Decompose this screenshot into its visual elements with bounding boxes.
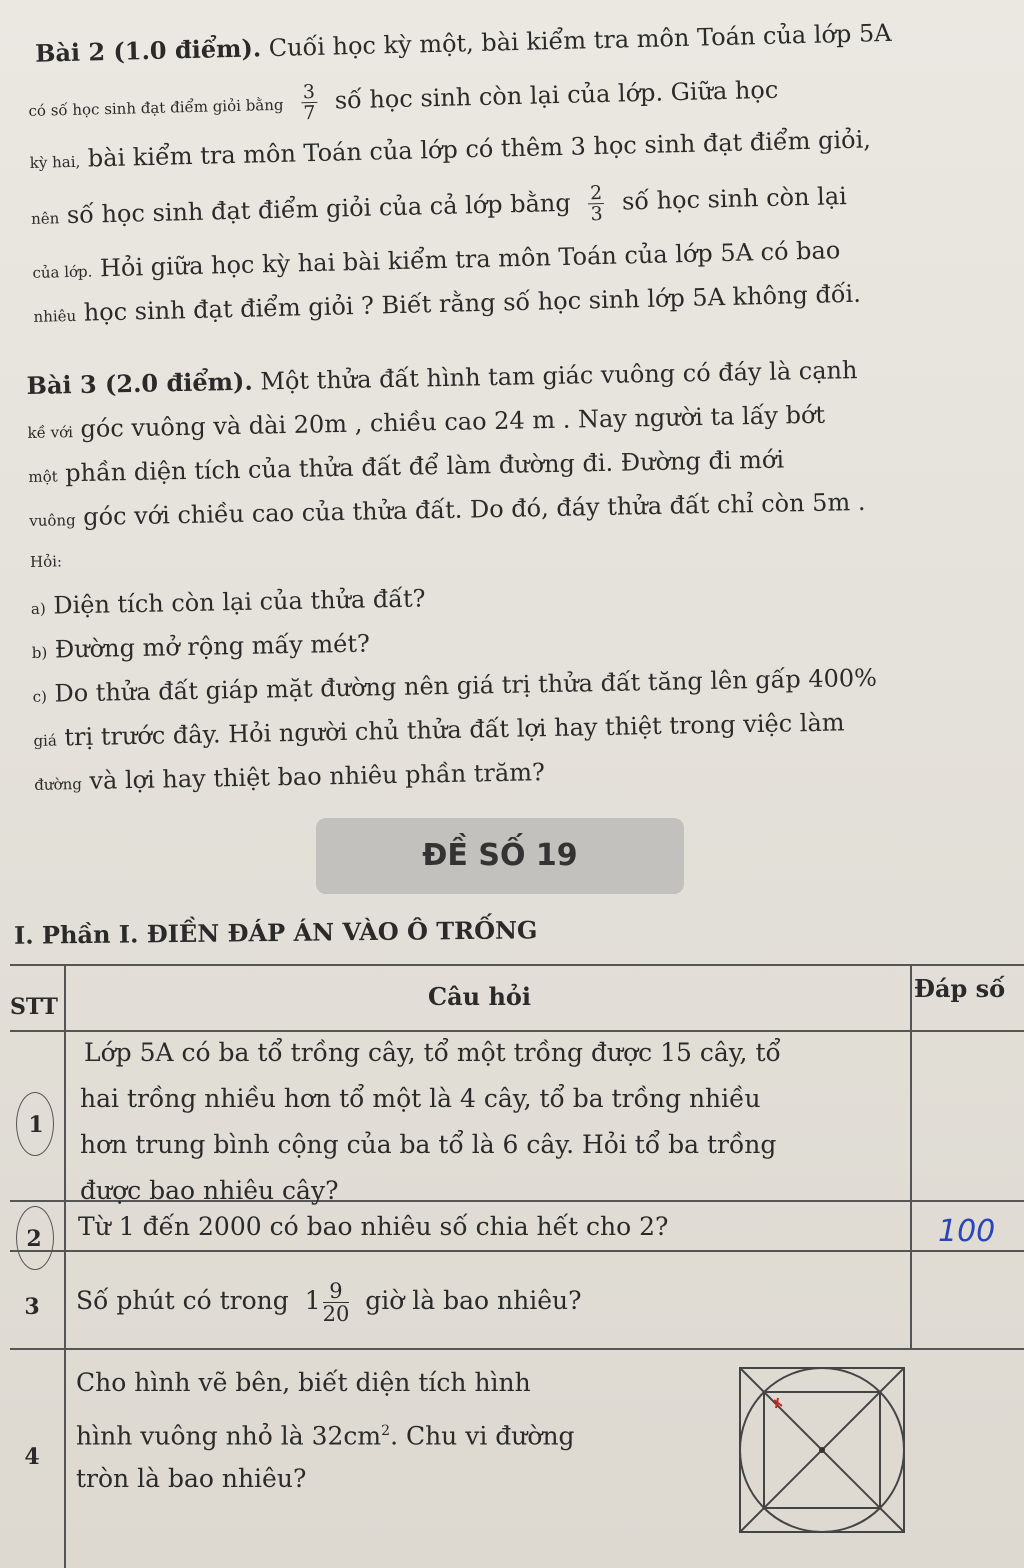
mixed-fraction: $\frac{9}{20}$ [322, 1279, 350, 1326]
exam-title: ĐỀ SỐ 19 [422, 838, 578, 873]
part-1-title: I. Phần I. ĐIỀN ĐÁP ÁN VÀO Ô TRỐNG [13, 915, 538, 950]
question-label: Hỏi: [29, 552, 63, 571]
question-b: Đường mở rộng mấy mét? [54, 629, 371, 664]
hand-circle-mark [16, 1092, 54, 1156]
exercise-3-heading: Bài 3 (2.0 điểm). [26, 366, 253, 400]
exercise-2-heading: Bài 2 (1.0 điểm). [34, 33, 262, 68]
row-number: 4 [24, 1444, 40, 1470]
row-number: 1 [28, 1112, 44, 1138]
header-stt: STT [10, 994, 58, 1020]
answer-table: STT Câu hỏi Đáp số 1 Lớp 5A có ba tổ trồng cây, tổ một trồng được 15 cây, tổ hai trồng nhiều hơn tổ một là 4 cây, tổ ba trồng nhiều hơn trung bình cộng của ba tổ là 6 cây. Hỏi tổ ba trồng được bao nhiêu cây? 2 Từ 1 đến 2000 có bao nhiêu số chia hết cho 2? 100 3 Số phút có trong 1 $\frac{9}{20}$ giờ là bao nhiêu? 4 Cho hình vẽ bên, biết diện tích hình hình vuông nhỏ là $32cm^2$. Chu vi đường tròn là bao nhiêu? [10, 958, 1024, 1568]
exercise-3: Bài 3 (2.0 điểm). Một thửa đất hình tam giác vuông có đáy là cạnh kề với góc vuông và dài 20m , chiều cao 24 m . Nay người ta lấy bớt một phần diện tích của thửa đất để làm đường đi. Đường đi mới vuông góc với chiều cao của thửa đất. Do đó, đáy thửa đất chỉ còn 5m . Hỏi: a) Diện tích còn lại của thửa đất? b) Đường mở rộng mấy mét? c) Do thửa đất giáp mặt đường nên giá trị thửa đất tăng lên gấp 400% giá trị trước đây. Hỏi người chủ thửa đất lợi hay thiệt trong việc làm đường và lợi hay thiệt bao nhiêu phần trăm? [26, 333, 1014, 804]
hand-circle-mark [16, 1206, 54, 1270]
row-number: 3 [24, 1294, 40, 1320]
handwritten-answer: 100 [938, 1214, 996, 1249]
fraction-2-3: $\frac{2}{3}$ [589, 181, 603, 226]
exercise-2: Bài 2 (1.0 điểm). Cuối học kỳ một, bài kiểm tra môn Toán của lớp 5A có số học sinh đạt điểm giỏi bằng $\frac{3}{7}$ số học sinh còn lại của lớp. Giữa học kỳ hai, bài kiểm tra môn Toán của lớp có thêm 3 học sinh đạt điểm giỏi, nên số học sinh đạt điểm giỏi của cả lớp bằng $\frac{2}{3}$ số học sinh còn lại của lớp. Hỏi giữa học kỳ hai bài kiểm tra môn Toán của lớp 5A có bao nhiêu học sinh đạt điểm giỏi ? Biết rằng số học sinh lớp 5A không đối. [28, 18, 892, 327]
fraction-3-7: $\frac{3}{7}$ [302, 80, 316, 125]
question-c: Do thửa đất giáp mặt đường nên giá trị thửa đất tăng lên gấp 400% [54, 663, 878, 708]
circle-square-figure [734, 1362, 914, 1542]
row-number: 2 [26, 1226, 42, 1252]
center-point [819, 1447, 825, 1453]
header-question: Câu hỏi [428, 982, 532, 1011]
exam-title-box [316, 818, 684, 894]
question-a: Diện tích còn lại của thửa đất? [53, 584, 426, 620]
header-answer: Đáp số [914, 974, 1006, 1003]
